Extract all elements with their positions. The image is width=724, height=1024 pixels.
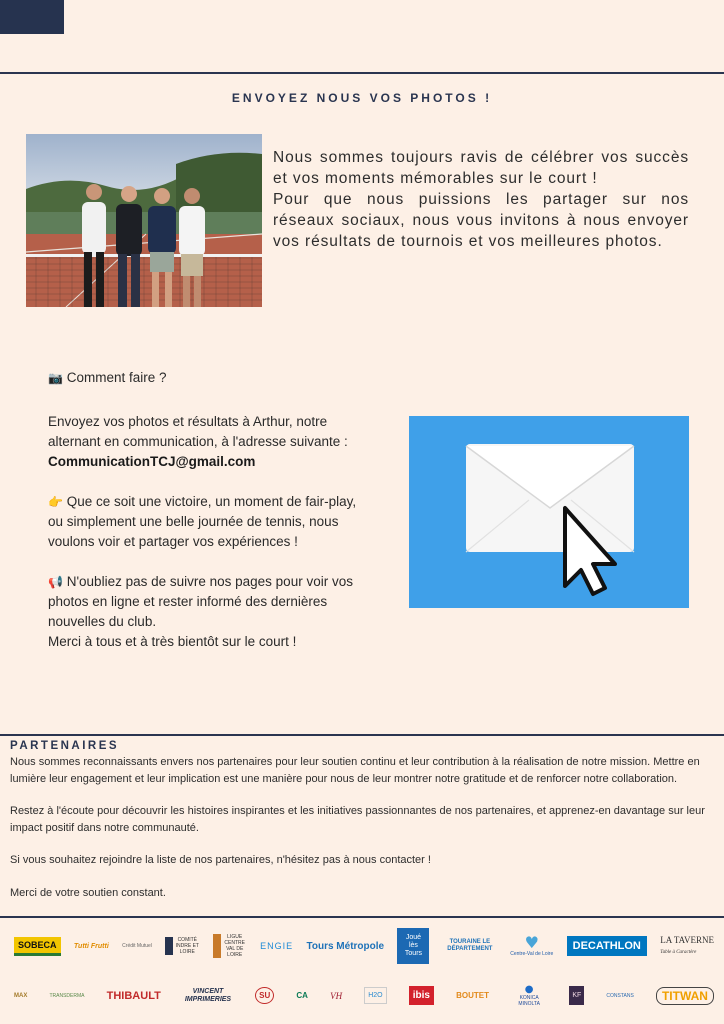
- partners-title: PARTENAIRES: [10, 740, 120, 752]
- heart-icon: ♥: [524, 933, 539, 952]
- pointing-hand-icon: 👉: [48, 495, 63, 509]
- how-to-section: [48, 368, 368, 652]
- partners-paragraph-4: Merci de votre soutien constant.: [10, 886, 166, 899]
- partners-paragraph-1: Nous sommes reconnaissants envers nos partenaires pour leur soutien continu et leur contribution à la réalisation de notre mission. Mettre en lumière leur engagement et leur implication est une manière pour nous de leur montrer notre gratitude et de renforcer notre collaboration.: [10, 756, 700, 785]
- logo-decathlon: DECATHLON: [567, 936, 647, 956]
- partners-paragraph-2: Restez à l'écoute pour découvrir les histoires inspirantes et les initiatives passionnantes de nos partenaires, et apprenez-en davantage sur leur impact positif dans notre communauté.: [10, 805, 705, 834]
- logo-ligue: LIGUE CENTRE VAL DE LOIRE: [213, 934, 247, 958]
- partners-paragraph-3: Si vous souhaitez rejoindre la liste de nos partenaires, n'hésitez pas à nous contacter !: [10, 854, 431, 866]
- megaphone-icon: 📢: [48, 575, 63, 589]
- logo-comite: COMITÉ INDRE ET LOIRE: [165, 937, 199, 955]
- partner-logos-row-2: [14, 984, 714, 1007]
- corner-block: [0, 0, 64, 34]
- follow-text: N'oubliez pas de suivre nos pages pour voir vos photos en ligne et rester informé des dernières nouvelles du club.: [48, 574, 353, 629]
- logo-tours-metropole: Tours Métropole: [306, 940, 385, 952]
- logo-h2o: H2O: [364, 987, 386, 1004]
- intro-text: [273, 147, 689, 252]
- logo-titwan: TITWAN: [656, 987, 714, 1005]
- logo-max: MAX: [14, 992, 28, 999]
- logo-touraine: TOURAINE LE DÉPARTEMENT: [447, 939, 493, 952]
- partners-divider-bottom: [0, 916, 724, 918]
- logo-transderma: TRANSDERMA: [49, 992, 85, 999]
- victory-text: Que ce soit une victoire, un moment de fair-play, ou simplement une belle journée de tennis, nous voulons voir et partager vos expériences !: [48, 494, 357, 549]
- logo-constans: CONSTANS: [606, 992, 634, 999]
- logo-vincent-imprimeries: VINCENT IMPRIMERIES: [184, 987, 232, 1003]
- logo-credit-mutuel: Crédit Mutuel: [122, 943, 152, 949]
- intro-paragraph-1: Nous sommes toujours ravis de célébrer vos succès et vos moments mémorables sur le court !: [273, 149, 689, 187]
- logo-la-taverne: LA TAVERNE Table à Caractère: [660, 934, 714, 955]
- logo-boutet: BOUTET: [456, 991, 490, 1000]
- logo-su: SU: [255, 987, 274, 1004]
- logo-thibault: THIBAULT: [106, 989, 161, 1002]
- logo-vh: VH: [330, 990, 343, 1001]
- logo-konica-minolta: ● KONICA MINOLTA: [511, 984, 547, 1007]
- globe-icon: ●: [524, 984, 534, 995]
- logo-engie: ENGIE: [260, 941, 294, 951]
- intro-paragraph-2: Pour que nous puissions les partager sur nos réseaux sociaux, nous vous invitons à nous envoyer vos résultats de tournois et vos meilleures photos.: [273, 191, 689, 250]
- logo-tutti-frutti: Tutti Frutti: [73, 942, 109, 950]
- logo-ibis: ibis: [409, 986, 434, 1005]
- top-divider: [0, 72, 724, 74]
- logo-joue-les-tours: Joué lès Tours: [397, 928, 429, 964]
- email-link[interactable]: CommunicationTCJ@gmail.com: [48, 454, 256, 469]
- logo-sobeca: SOBECA: [14, 937, 61, 956]
- partners-text: [10, 754, 716, 917]
- partner-logos-row-1: [14, 928, 714, 964]
- partners-divider-top: [0, 734, 724, 736]
- logo-kf: KF: [569, 986, 584, 1005]
- logo-centre-val-de-loire: ♥ Centre-Val de Loire: [510, 933, 554, 957]
- logo-credit-agricole: CA: [296, 991, 308, 1000]
- camera-glyph: 📷: [48, 371, 63, 385]
- page-title: ENVOYEZ NOUS VOS PHOTOS !: [231, 91, 493, 105]
- team-photo: [26, 134, 262, 307]
- send-instructions: Envoyez vos photos et résultats à Arthur, notre alternant en communication, à l'adresse suivante :: [48, 414, 348, 449]
- how-heading: Comment faire ?: [66, 370, 167, 385]
- email-illustration: [409, 416, 689, 608]
- thanks-text: Merci à tous et à très bientôt sur le court !: [48, 634, 297, 649]
